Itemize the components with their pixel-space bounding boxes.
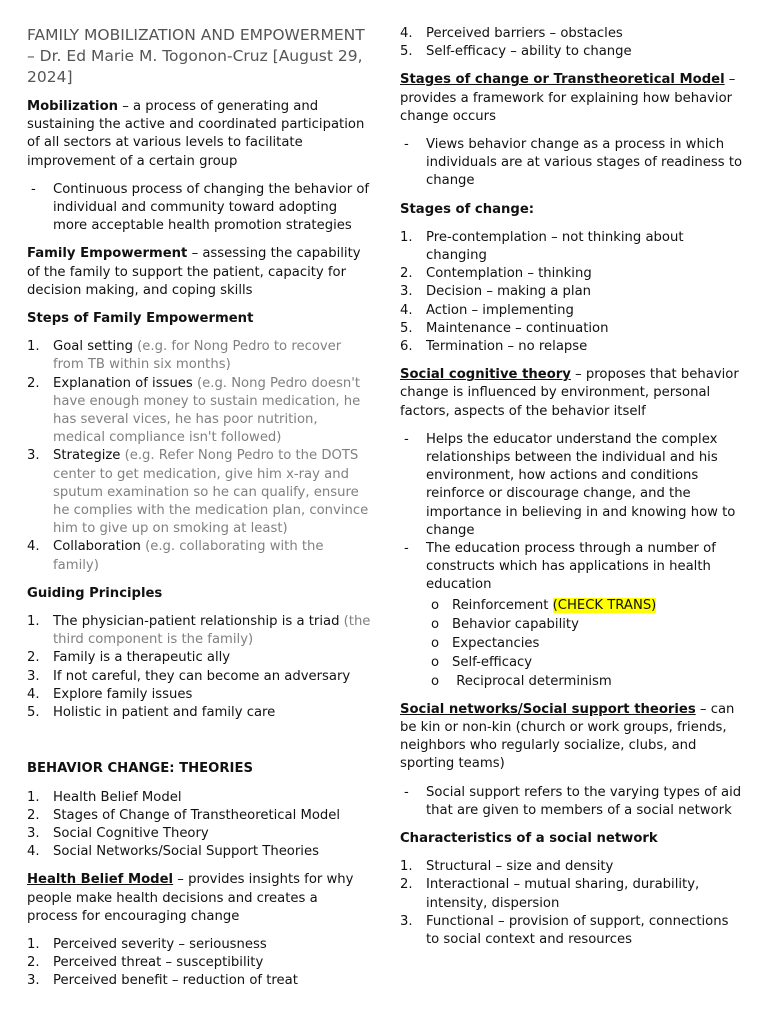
stages-model-paragraph: Stages of change or Transtheoretical Model – provides a framework for explaining how behavior change occurs [400,72,736,124]
list-item: 2. Explanation of issues (e.g. Nong Pedro doesn't have enough money to sustain medication, he has several vices, he has poor nutrition, medical compliance isn't followed) [27,375,361,446]
list-item: 4. Action – implementing [400,302,574,318]
list-item: o Behavior capability [431,616,579,632]
empowerment-definition: – assessing the capability of the family to support the patient, capacity for decision making, and coping skills [27,246,361,298]
sct-paragraph: Social cognitive theory – proposes that behavior change is influenced by environment, personal factors, aspects of the behavior itself [400,367,739,419]
list-item: 1. Health Belief Model [27,789,182,805]
stages-heading: Stages of change: [400,201,535,217]
list-item: 4. Collaboration (e.g. collaborating with the family) [27,539,324,573]
list-item: 2. Family is a therapeutic ally [27,650,231,666]
mobilization-bullets [27,181,372,236]
list-item: 6. Termination – no relapse [400,339,588,355]
list-item: - Helps the educator understand the complex relationships between the individual and his environment, how actions and conditions reinforce or discourage change, and the importance in believing in and knowing how to change [404,431,736,538]
stages-list [400,229,745,356]
list-item: 4. Explore family issues [27,686,193,702]
left-column [27,0,372,991]
list-item: 1. Pre-contemplation – not thinking about changing [400,229,684,264]
list-item: 5. Self-efficacy – ability to change [400,44,632,60]
list-item: 3. Social Cognitive Theory [27,825,209,841]
list-item: 3. Perceived benefit – reduction of treat [27,973,298,989]
list-item: o Expectancies [431,635,540,651]
hbm-term: Health Belief Model [27,872,174,888]
list-item: 4. Social Networks/Social Support Theories [27,844,319,860]
list-item: 5. Maintenance – continuation [400,320,609,336]
sct-bullets [400,431,745,691]
hbm-paragraph: Health Belief Model – provides insights for why people make health decisions and creates a process for encouraging change [27,872,354,924]
list-item: 2. Interactional – mutual sharing, durability, intensity, dispersion [400,877,700,911]
list-item: 1. The physician-patient relationship is a triad (the third component is the family) [27,614,371,648]
list-item: o Reciprocal determinism [431,673,612,689]
characteristics-list [400,858,745,949]
principles-heading: Guiding Principles [27,585,163,601]
list-item: 1. Structural – size and density [400,859,614,875]
theories-heading: BEHAVIOR CHANGE: THEORIES [27,761,253,777]
list-item: 3. Functional – provision of support, connections to social context and resources [400,913,729,947]
sn-paragraph: Social networks/Social support theories – can be kin or non-kin (church or work groups, friends, neighbors who regularly socialize, clubs, and sporting teams) [400,701,735,772]
list-item: 2. Contemplation – thinking [400,266,592,282]
list-item: o Reinforcement (CHECK TRANS) [431,597,657,613]
list-item: 3. Decision – making a plan [400,284,592,300]
list-item: 2. Perceived threat – susceptibility [27,955,264,971]
stages-model-bullets [400,136,745,191]
list-item: 2. Stages of Change of Transtheoretical Model [27,807,341,823]
list-item: - Views behavior change as a process in which individuals are at various stages of readiness to change [404,137,743,189]
list-item: - Social support refers to the varying types of aid that are given to members of a social network [404,784,742,818]
dash-marker: - [31,181,36,197]
sn-term: Social networks/Social support theories [400,701,696,717]
theories-list [27,789,372,862]
steps-list [27,338,372,575]
list-item: 5. Holistic in patient and family care [27,705,276,721]
empowerment-term: Family Empowerment [27,246,188,262]
steps-heading: Steps of Family Empowerment [27,311,254,327]
hbm-list-continued [400,25,745,61]
right-column [400,25,745,949]
characteristics-heading: Characteristics of a social network [400,830,658,846]
list-item: 4. Perceived barriers – obstacles [400,26,623,41]
stages-model-term: Stages of change or Transtheoretical Model [400,72,725,88]
constructs-list [426,596,745,691]
list-item: 1. Perceived severity – seriousness [27,936,267,952]
mobilization-definition: – a process of generating and sustaining the active and coordinated participation of all sectors at various levels to facilitate improvement of a certain group [27,99,365,169]
check-trans-highlight: (CHECK TRANS) [552,597,657,613]
hbm-list [27,936,372,991]
principles-list [27,613,372,722]
list-item: 3. If not careful, they can become an adversary [27,668,351,684]
sct-term: Social cognitive theory [400,367,571,383]
mobilization-paragraph [27,98,372,171]
list-item: - Continuous process of changing the behavior of individual and community toward adopting more acceptable health promotion strategies [31,181,370,234]
list-item: o Self-efficacy [431,654,533,670]
empowerment-paragraph [27,245,372,300]
document-title: FAMILY MOBILIZATION AND EMPOWERMENT – Dr. Ed Marie M. Togonon-Cruz [August 29, 2024] [27,26,365,86]
mobilization-term: Mobilization [27,99,119,114]
sn-bullets [400,784,745,820]
list-item: 3. Strategize (e.g. Refer Nong Pedro to the DOTS center to get medication, give him x-ray and sputum examination so he can qualify, ensure he complies with the medication plan, convince him to give up on smoking at least) [27,448,369,537]
list-item: - The education process through a number of constructs which has applications in health education o Reinforcement (CHECK TRANS) o Behavior capability o Expectancies o Self-efficacy o Reciprocal determinism [400,540,745,691]
list-item: 1. Goal setting (e.g. for Nong Pedro to recover from TB within six months) [27,339,342,373]
